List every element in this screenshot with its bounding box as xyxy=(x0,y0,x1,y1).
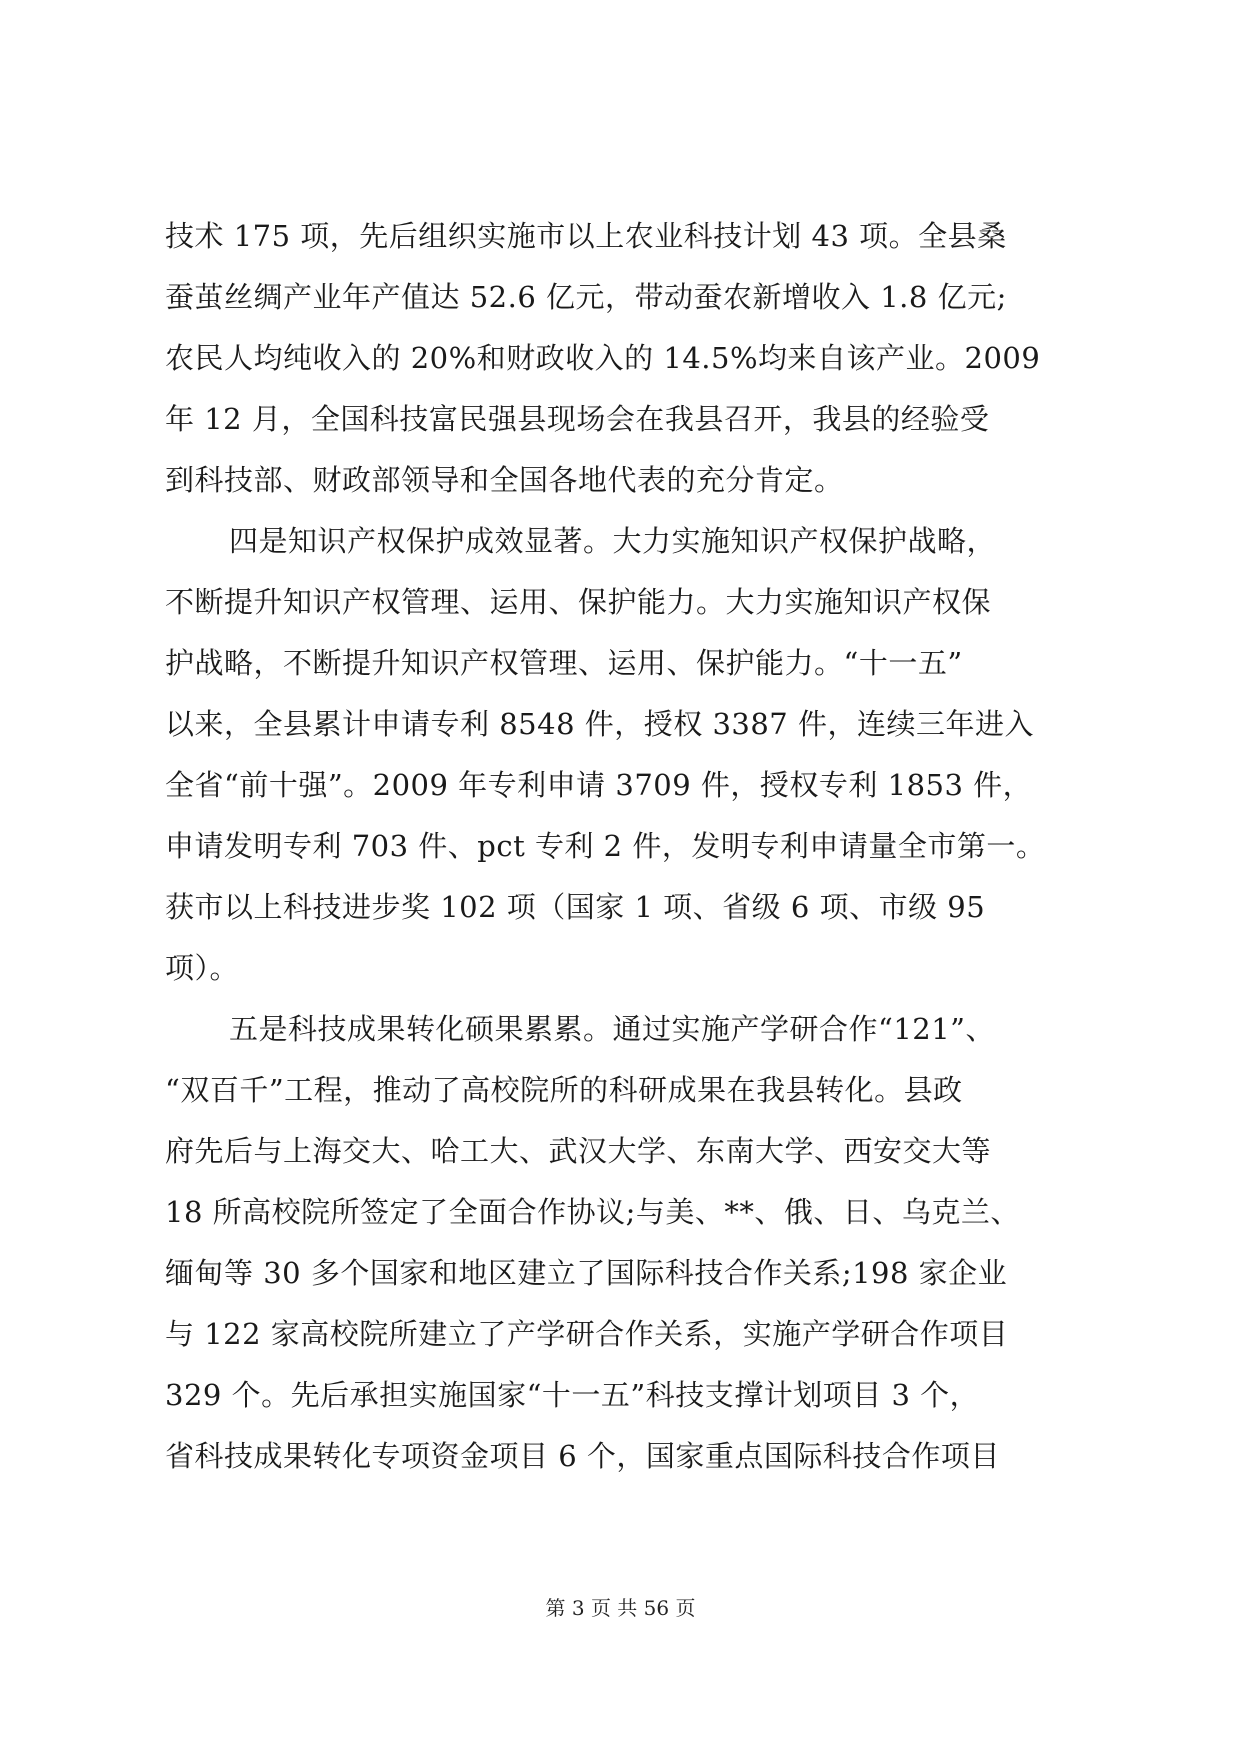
text-line: 329 个。先后承担实施国家“十一五”科技支撑计划项目 3 个， xyxy=(165,1378,980,1412)
text-line: 技术 175 项，先后组织实施市以上农业科技计划 43 项。全县桑 xyxy=(165,219,1007,253)
text-line: 省科技成果转化专项资金项目 6 个，国家重点国际科技合作项目 xyxy=(165,1439,1000,1473)
paragraph-start-line: 四是知识产权保护成效显著。大力实施知识产权保护战略， xyxy=(229,524,997,558)
text-line: 年 12 月，全国科技富民强县现场会在我县召开，我县的经验受 xyxy=(165,402,990,436)
text-line: 18 所高校院所签定了全面合作协议;与美、**、俄、日、乌克兰、 xyxy=(165,1195,1020,1229)
text-line: 府先后与上海交大、哈工大、武汉大学、东南大学、西安交大等 xyxy=(165,1134,992,1168)
text-line: 与 122 家高校院所建立了产学研合作关系，实施产学研合作项目 xyxy=(165,1317,1009,1351)
paragraph-start-line: 五是科技成果转化硕果累累。通过实施产学研合作“121”、 xyxy=(229,1012,996,1046)
text-line: 不断提升知识产权管理、运用、保护能力。大力实施知识产权保 xyxy=(165,585,992,619)
text-line: 护战略，不断提升知识产权管理、运用、保护能力。“十一五” xyxy=(165,646,963,680)
text-line: 申请发明专利 703 件、pct 专利 2 件，发明专利申请量全市第一。 xyxy=(165,829,1046,863)
text-line: 项）。 xyxy=(165,951,240,985)
text-line: 到科技部、财政部领导和全国各地代表的充分肯定。 xyxy=(165,463,844,497)
text-line: 蚕茧丝绸产业年产值达 52.6 亿元，带动蚕农新增收入 1.8 亿元; xyxy=(165,280,1007,314)
text-line: 以来，全县累计申请专利 8548 件，授权 3387 件，连续三年进入 xyxy=(165,707,1034,741)
document-body xyxy=(165,206,1080,1487)
text-line: 获市以上科技进步奖 102 项（国家 1 项、省级 6 项、市级 95 xyxy=(165,890,986,924)
text-line: “双百千”工程，推动了高校院所的科研成果在我县转化。县政 xyxy=(165,1073,963,1107)
text-line: 全省“前十强”。2009 年专利申请 3709 件，授权专利 1853 件， xyxy=(165,768,1033,802)
text-line: 缅甸等 30 多个国家和地区建立了国际科技合作关系;198 家企业 xyxy=(165,1256,1008,1290)
page-number-footer: 第 3 页 共 56 页 xyxy=(545,1596,696,1620)
text-line: 农民人均纯收入的 20%和财政收入的 14.5%均来自该产业。2009 xyxy=(165,341,1041,375)
